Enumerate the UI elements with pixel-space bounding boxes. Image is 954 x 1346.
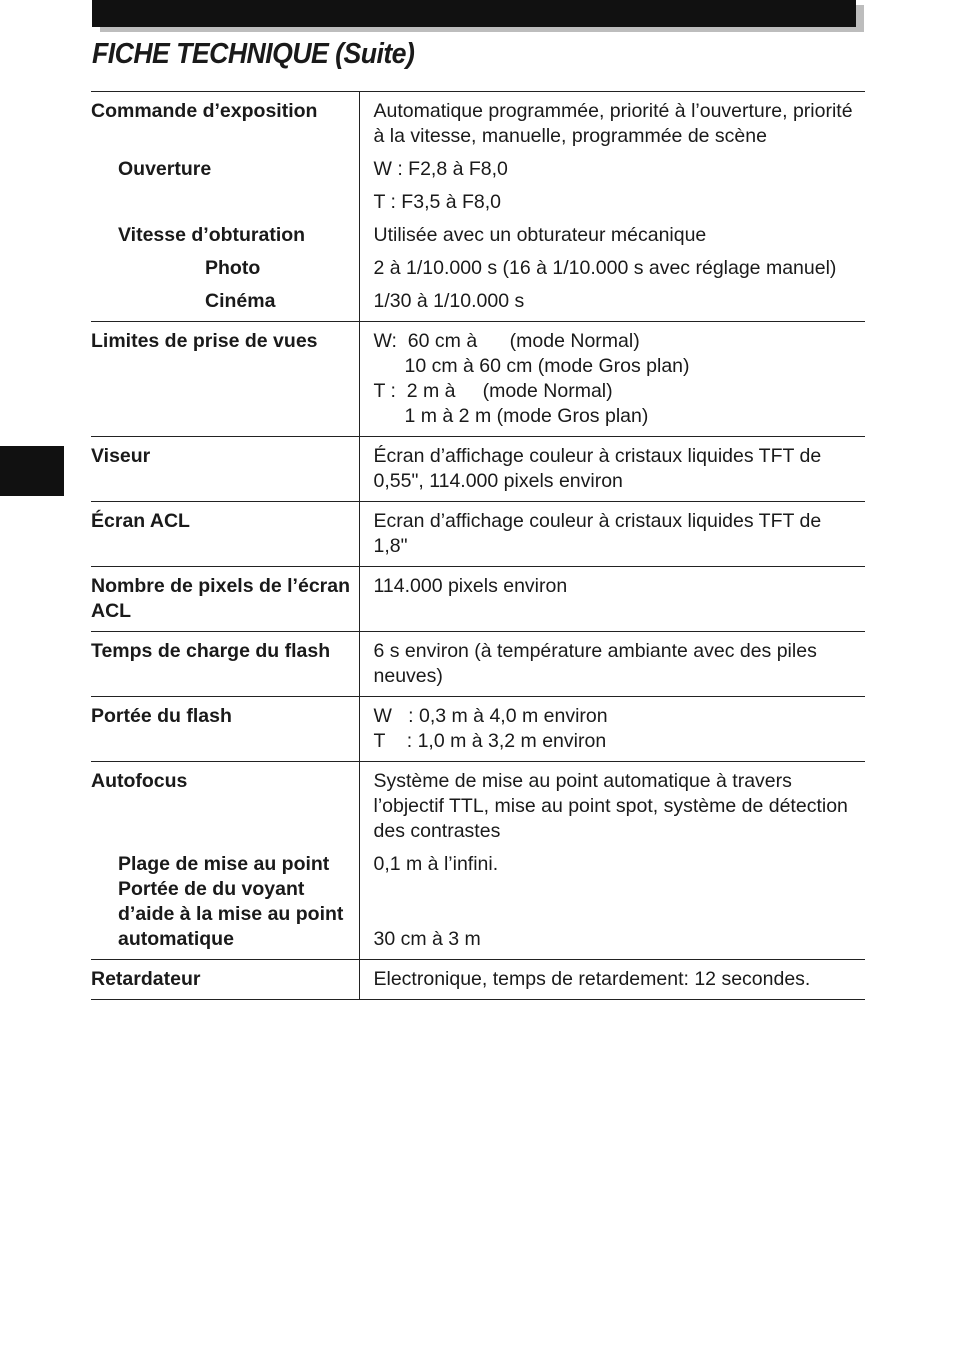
- row-label-flash-charge: Temps de charge du flash: [91, 632, 359, 697]
- section-tab-marker: [0, 446, 64, 496]
- row-label-photo: Photo: [91, 248, 359, 281]
- row-label-self-timer: Retardateur: [91, 960, 359, 1000]
- row-label-exposure: Commande d’exposition: [91, 92, 359, 150]
- row-label-focus-range: Plage de mise au point: [91, 844, 359, 877]
- table-row: [91, 567, 865, 632]
- row-label-viewfinder: Viseur: [91, 437, 359, 502]
- row-value-flash-charge: 6 s environ (à température ambiante avec des piles neuves): [359, 632, 865, 697]
- row-label-aperture: Ouverture: [91, 149, 359, 182]
- table-row: [91, 502, 865, 567]
- table-row: [91, 92, 865, 150]
- spec-table: [91, 91, 865, 1000]
- row-value-self-timer: Electronique, temps de retardement: 12 secondes.: [359, 960, 865, 1000]
- table-row: [91, 281, 865, 322]
- row-label-shooting-range: Limites de prise de vues: [91, 322, 359, 437]
- table-row: [91, 437, 865, 502]
- table-row: [91, 960, 865, 1000]
- table-row: [91, 762, 865, 845]
- page-title: FICHE TECHNIQUE (Suite): [92, 38, 415, 70]
- table-row: [91, 877, 865, 960]
- row-value-lcd-pixels: 114.000 pixels environ: [359, 567, 865, 632]
- row-label-lcd-pixels: Nombre de pixels de l’écran ACL: [91, 567, 359, 632]
- table-row: [91, 149, 865, 182]
- row-value-cinema: 1/30 à 1/10.000 s: [359, 281, 865, 322]
- row-value-viewfinder: Écran d’affichage couleur à cristaux liquides TFT de 0,55", 114.000 pixels environ: [359, 437, 865, 502]
- row-label-shutter: Vitesse d’obturation: [91, 215, 359, 248]
- row-value-flash-range: W : 0,3 m à 4,0 m environ T : 1,0 m à 3,2 m environ: [359, 697, 865, 762]
- row-value-shutter: Utilisée avec un obturateur mécanique: [373, 224, 707, 246]
- row-value-lcd: Ecran d’affichage couleur à cristaux liquides TFT de 1,8": [359, 502, 865, 567]
- table-row: [91, 844, 865, 877]
- table-row: [91, 632, 865, 697]
- header-bar: [92, 0, 856, 27]
- table-row: [91, 322, 865, 437]
- table-row: [91, 182, 865, 215]
- row-value-aperture-t: T : F3,5 à F8,0: [373, 191, 502, 213]
- row-label-af-assist: Portée de du voyant d’aide à la mise au point automatique: [91, 877, 359, 960]
- row-value-photo: 2 à 1/10.000 s (16 à 1/10.000 s avec réglage manuel): [373, 257, 837, 279]
- row-value-aperture-w: W : F2,8 à F8,0: [373, 158, 508, 180]
- row-label-lcd: Écran ACL: [91, 502, 359, 567]
- row-value-shooting-range: W: 60 cm à (mode Normal) 10 cm à 60 cm (mode Gros plan) T : 2 m à (mode Normal) 1 m à 2 m (mode Gros plan): [359, 322, 865, 437]
- row-value-af-assist: 30 cm à 3 m: [359, 877, 865, 960]
- table-row: [91, 697, 865, 762]
- row-value-exposure: Automatique programmée, priorité à l’ouverture, priorité à la vitesse, manuelle, programmée de scène: [359, 92, 865, 150]
- row-label-cinema: Cinéma: [91, 281, 359, 322]
- table-row: [91, 248, 865, 281]
- row-value-autofocus: Système de mise au point automatique à travers l’objectif TTL, mise au point spot, système de détection des contrastes: [359, 762, 865, 845]
- row-label-autofocus: Autofocus: [91, 762, 359, 845]
- table-row: [91, 215, 865, 248]
- row-value-focus-range: 0,1 m à l’infini.: [373, 853, 499, 875]
- row-label-flash-range: Portée du flash: [91, 697, 359, 762]
